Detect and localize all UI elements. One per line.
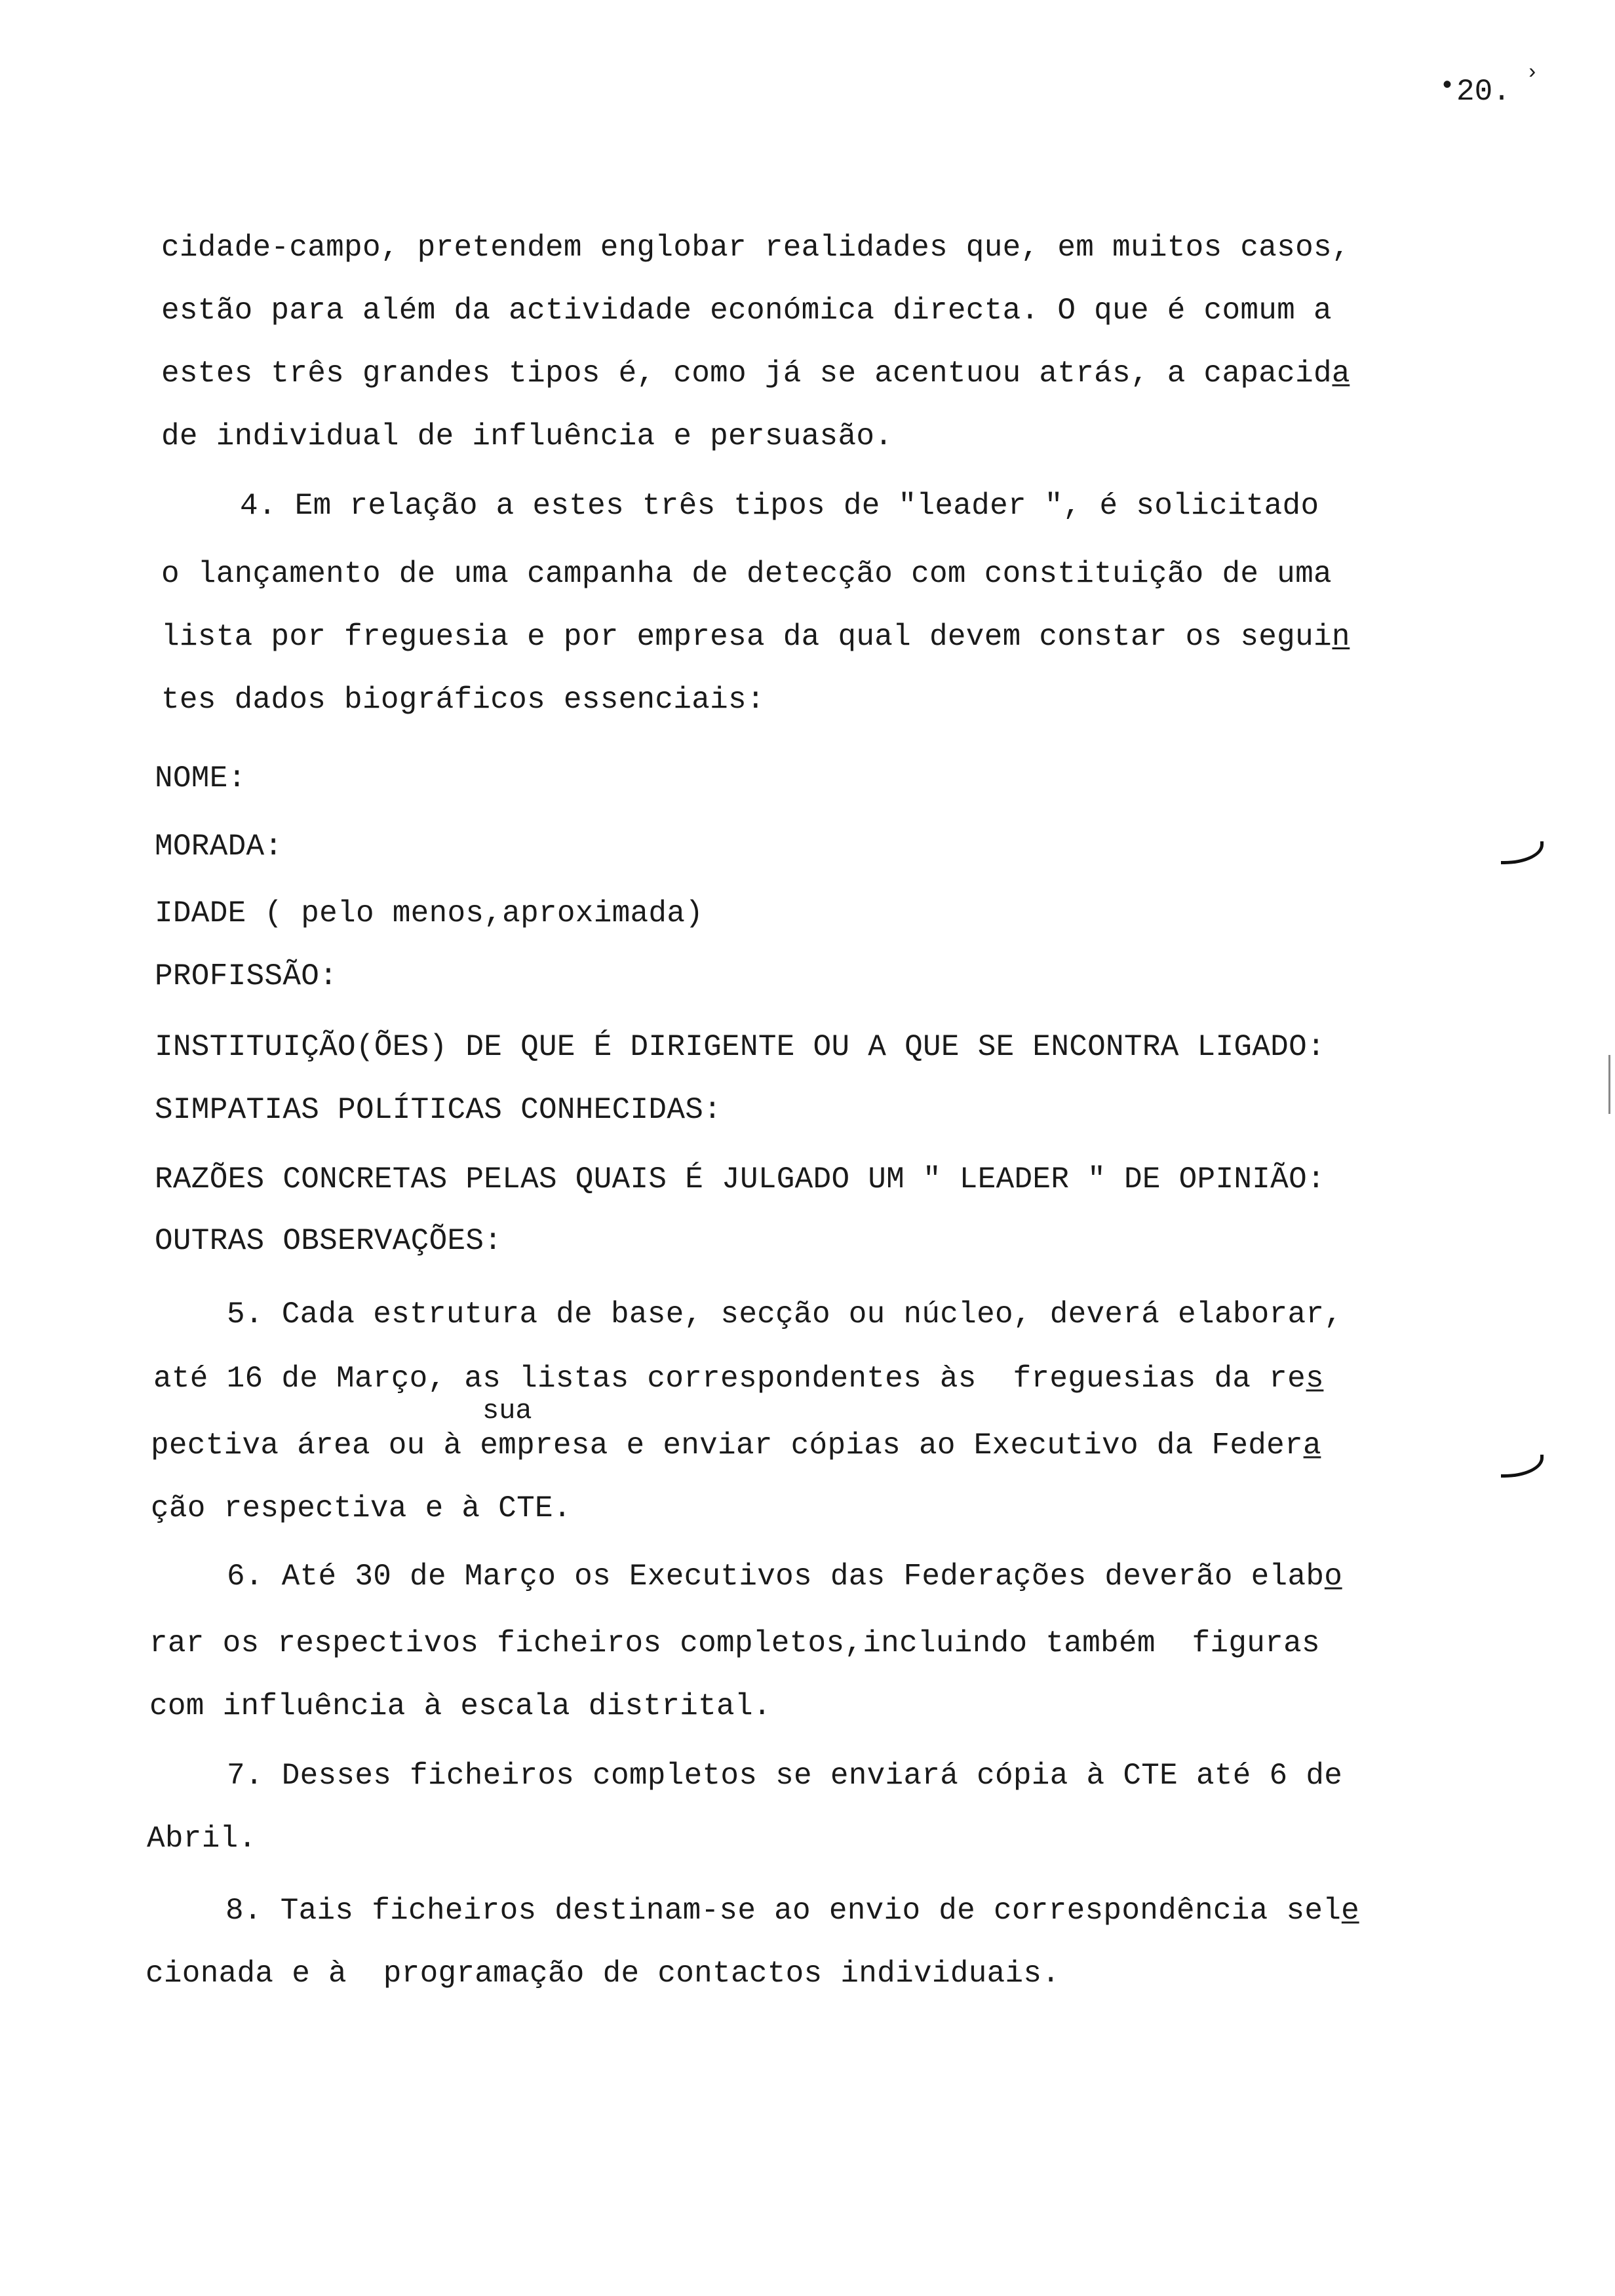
text-line: pectiva área ou à empresa e enviar cópias ao Executivo da Federa̲	[151, 1428, 1321, 1463]
text-line: o lançamento de uma campanha de detecção com constituição de uma	[161, 557, 1332, 591]
handwritten-insertion: sua	[482, 1395, 532, 1426]
field-profissao: PROFISSÃO:	[155, 959, 338, 993]
field-observacoes: OUTRAS OBSERVAÇÕES:	[155, 1224, 503, 1258]
field-razoes: RAZÕES CONCRETAS PELAS QUAIS É JULGADO UM " LEADER " DE OPINIÃO:	[155, 1162, 1325, 1196]
field-nome: NOME:	[155, 761, 246, 795]
margin-tick	[1608, 1055, 1610, 1114]
text-line: Abril.	[147, 1822, 257, 1856]
text-line: estão para além da actividade económica directa. O que é comum a	[161, 294, 1332, 328]
page-number-dot: •	[1439, 72, 1456, 102]
text-line: lista por freguesia e por empresa da qual devem constar os seguin̲	[161, 620, 1350, 654]
page-number-tick: ›	[1526, 60, 1539, 85]
paragraph-8-start: 8. Tais ficheiros destinam-se ao envio de correspondência sele̲	[225, 1894, 1360, 1928]
text-line: estes três grandes tipos é, como já se acentuou atrás, a capacida̲	[161, 356, 1350, 391]
text-line: de individual de influência e persuasão.	[161, 419, 893, 453]
text-line: com influência à escala distrital.	[149, 1689, 771, 1723]
text-line: ção respectiva e à CTE.	[151, 1491, 572, 1525]
text-line: cionada e à programação de contactos individuais.	[146, 1957, 1060, 1991]
text-line: cidade-campo, pretendem englobar realidades que, em muitos casos,	[161, 231, 1350, 265]
margin-check-mark	[1501, 841, 1544, 864]
paragraph-6-start: 6. Até 30 de Março os Executivos das Federações deverão elabo̲	[227, 1559, 1343, 1594]
field-instituicao: INSTITUIÇÃO(ÕES) DE QUE É DIRIGENTE OU A QUE SE ENCONTRA LIGADO:	[155, 1030, 1325, 1064]
page-number: 20.	[1456, 75, 1511, 109]
text-line: até 16 de Março, as listas correspondentes às freguesias da res̲	[153, 1362, 1324, 1396]
paragraph-7-start: 7. Desses ficheiros completos se enviará cópia à CTE até 6 de	[227, 1759, 1343, 1793]
paragraph-5-start: 5. Cada estrutura de base, secção ou núcleo, deverá elaborar,	[227, 1297, 1343, 1331]
text-line: rar os respectivos ficheiros completos,incluindo também figuras	[149, 1626, 1320, 1660]
text-line: tes dados biográficos essenciais:	[161, 683, 765, 717]
paragraph-4-start: 4. Em relação a estes três tipos de "leader ", é solicitado	[240, 489, 1319, 523]
field-idade: IDADE ( pelo menos,aproximada)	[155, 896, 704, 930]
field-simpatias: SIMPATIAS POLÍTICAS CONHECIDAS:	[155, 1093, 722, 1127]
margin-check-mark	[1501, 1455, 1544, 1478]
field-morada: MORADA:	[155, 830, 283, 864]
